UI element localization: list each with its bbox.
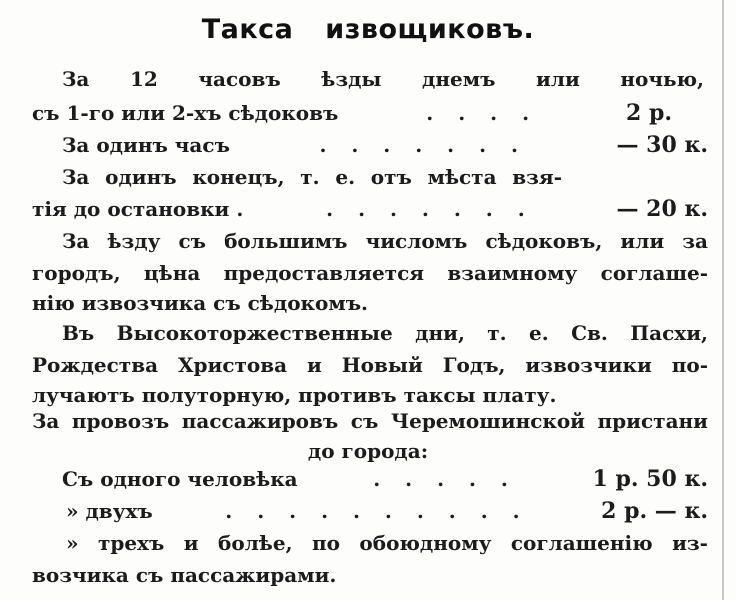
tariff-row-one-person: [62, 462, 708, 496]
tariff-row-label: съ 1-го или 2-хъ сѣдоковъ: [32, 101, 339, 125]
tariff-line-8: нію извозчика съ сѣдокомъ.: [32, 291, 368, 315]
tariff-line-17: возчика съ пассажирами.: [32, 563, 337, 587]
tariff-row-label: тія до остановки .: [32, 197, 244, 221]
tariff-price: — 30 к.: [616, 132, 708, 158]
tariff-line-11: лучаютъ полуторную, противъ таксы плату.: [32, 383, 557, 407]
tariff-row-one-trip: [32, 192, 708, 226]
tariff-row-12-hours: [32, 96, 672, 130]
tariff-line-6: За ѣзду съ большимъ числомъ сѣдоковъ, или за: [62, 229, 708, 253]
tariff-price: 2 р.: [625, 100, 672, 126]
tariff-line-7: городъ, цѣна предоставляется взаимному соглаше-: [32, 261, 708, 285]
page-title: Такса извощиковъ.: [201, 14, 535, 45]
tariff-line-13: до города:: [307, 439, 429, 463]
tariff-row-label: » двухъ: [66, 499, 153, 523]
tariff-line-4: За одинъ конецъ, т. е. отъ мѣста взя-: [62, 165, 562, 189]
leader-dots: . . . .: [426, 101, 539, 125]
tariff-row-one-hour: [62, 128, 708, 162]
tariff-price: 2 р. — к.: [601, 498, 708, 524]
tariff-row-label: За одинъ часъ: [62, 133, 230, 157]
tariff-row-two-persons: [66, 494, 708, 528]
leader-dots: . . . . . . . . . .: [225, 499, 529, 523]
tariff-line-9: Въ Высокоторжественные дни, т. е. Св. Пасхи,: [62, 321, 708, 345]
tariff-line-16: » трехъ и болѣе, по обоюдному соглашенію из-: [66, 531, 708, 555]
leader-dots: . . . . .: [373, 467, 517, 491]
tariff-price: 1 р. 50 к.: [592, 466, 708, 492]
tariff-price: — 20 к.: [616, 196, 708, 222]
leader-dots: . . . . . . .: [326, 197, 534, 221]
tariff-line-1: За 12 часовъ ѣзды днемъ или ночью,: [62, 67, 704, 91]
leader-dots: . . . . . . .: [319, 133, 527, 157]
tariff-line-10: Рождества Христова и Новый Годъ, извозчики по-: [32, 353, 708, 377]
tariff-row-label: Съ одного человѣка: [62, 467, 298, 491]
column-divider: [722, 0, 724, 600]
tariff-line-12: За провозъ пассажировъ съ Черемошинской пристани: [32, 409, 708, 433]
